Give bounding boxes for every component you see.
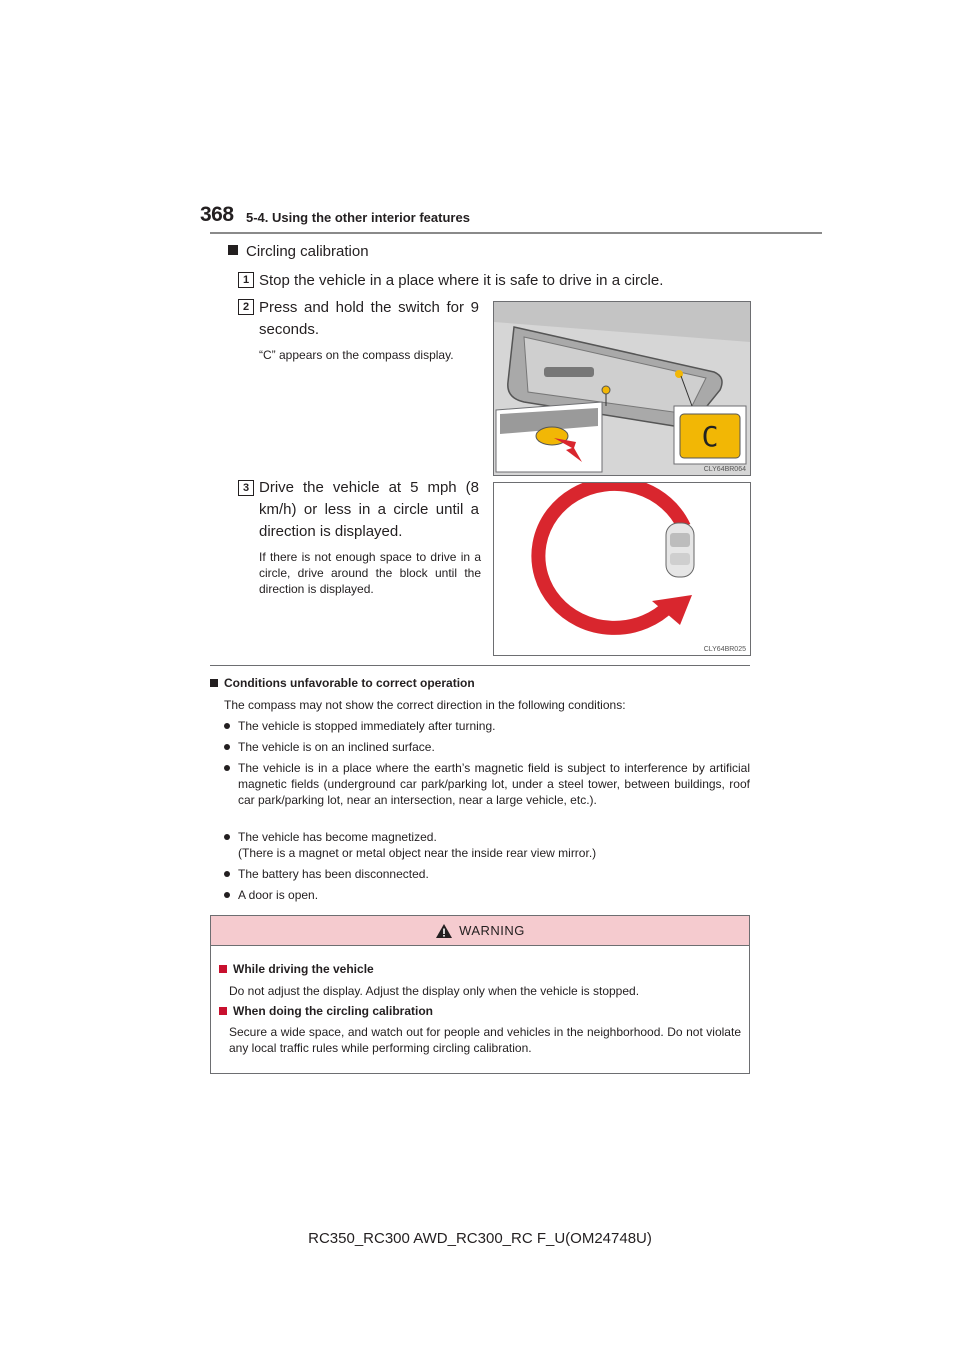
circle-arrow-illustration [494,483,750,655]
car-icon [666,523,694,577]
bullet-icon [224,834,230,840]
conditions-intro: The compass may not show the correct direction in the following conditions: [224,698,626,712]
warning-label: WARNING [459,923,525,938]
condition-text: The battery has been disconnected. [238,867,429,881]
header-rule [210,232,822,234]
condition-subtext: (There is a magnet or metal object near the inside rear view mirror.) [238,846,597,860]
conditions-title: Conditions unfavorable to correct operation [224,676,475,690]
warning-item-1-text: Do not adjust the display. Adjust the display only when the vehicle is stopped. [229,984,640,998]
footer-model-code: RC350_RC300 AWD_RC300_RC F_U(OM24748U) [308,1230,652,1247]
condition-text: The vehicle is stopped immediately after turning. [238,719,496,733]
figure-circle-drive [493,482,751,656]
svg-text:C: C [701,420,719,453]
figure-2-code: CLY64BR025 [703,646,746,653]
warning-box [210,915,750,1074]
list-item [224,866,750,882]
list-item [224,887,750,903]
step-3-badge: 3 [238,480,254,496]
figure-mirror-switch [493,301,751,476]
calibration-heading [228,243,369,260]
condition-text: A door is open. [238,888,319,902]
square-bullet-icon [228,245,238,255]
condition-text: The vehicle is on an inclined surface. [238,740,435,754]
list-item [224,829,750,861]
square-bullet-icon [210,679,218,687]
warning-triangle-icon [435,923,453,939]
bullet-icon [224,871,230,877]
square-bullet-icon [219,965,227,973]
step-1-badge: 1 [238,272,254,288]
calibration-title: Circling calibration [246,243,369,260]
step-2-badge: 2 [238,299,254,315]
list-item [224,739,750,755]
square-bullet-icon [219,1007,227,1015]
page-number: 368 [200,203,234,226]
warning-item-2-title: When doing the circling calibration [219,1004,433,1018]
conditions-heading [210,676,475,690]
section-title: 5-4. Using the other interior features [246,210,470,225]
condition-text: The vehicle is in a place where the earth’s magnetic field is subject to interference by artificial magnetic fields (underground car park/parking lot, under a steel tower, between buildings, roof car park/parking lot, near an intersection, near a large vehicle, etc.). [238,761,750,807]
warning-item-2-text: Secure a wide space, and watch out for people and vehicles in the neighborhood. Do not violate any local traffic rules while performing circling calibration. [229,1025,741,1055]
list-item [224,760,750,808]
figure-1-code: CLY64BR064 [703,466,746,473]
step-2-text: Press and hold the switch for 9 seconds. [259,299,479,338]
step-3-text: Drive the vehicle at 5 mph (8 km/h) or less in a circle until a direction is displayed. [259,479,479,540]
condition-text: The vehicle has become magnetized. [238,830,437,844]
list-item [224,718,750,734]
warning-header [211,916,749,946]
section-divider [210,665,750,666]
step-3-note: If there is not enough space to drive in a circle, drive around the block until the direction is displayed. [259,550,481,596]
warning-item-1-title: While driving the vehicle [219,962,374,976]
bullet-icon [224,892,230,898]
bullet-icon [224,765,230,771]
bullet-icon [224,723,230,729]
bullet-icon [224,744,230,750]
step-2-note: “C” appears on the compass display. [259,348,454,362]
step-1-text: Stop the vehicle in a place where it is safe to drive in a circle. [259,272,664,289]
mirror-illustration [494,302,750,475]
